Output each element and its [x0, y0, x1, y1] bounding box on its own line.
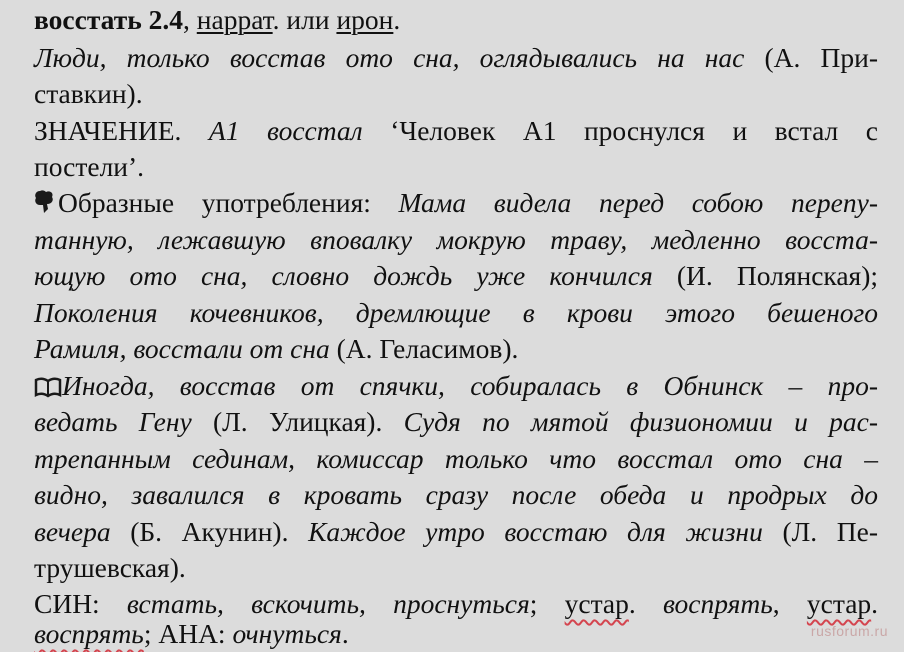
- separator: ,: [772, 588, 807, 619]
- example-line: [34, 76, 878, 112]
- synonym-word: воспрять: [662, 588, 773, 619]
- separator: .: [628, 588, 663, 619]
- example-text: ющую ото сна, словно дождь уже кончился: [34, 260, 653, 291]
- separator: ,: [183, 4, 197, 35]
- example-text: видно, завалился в кровать сразу после обеда и продрых до: [34, 479, 878, 510]
- open-book-icon: [34, 371, 62, 407]
- meaning-definition: постели’.: [34, 151, 145, 182]
- entry-headword: восстать 2.4: [34, 4, 184, 35]
- synonyms-line: [34, 616, 878, 652]
- example-text: Поколения кочевников, дремлющие в крови этого бешеного: [34, 297, 878, 328]
- example-text: трепанным сединам, комиссар только что восстал ото сна –: [34, 443, 878, 474]
- separator: ;: [529, 588, 565, 619]
- separator: .: [393, 4, 401, 35]
- register-label-ironic: ирон: [336, 4, 394, 35]
- example-line: [34, 441, 878, 477]
- figurative-label: Образные употребления:: [58, 187, 399, 218]
- example-author: (Л. Улицкая).: [191, 406, 404, 437]
- example-author: (А. При-: [744, 42, 878, 73]
- example-author: ставкин).: [34, 78, 143, 109]
- literature-line: [34, 368, 878, 407]
- brain-icon: [34, 188, 58, 224]
- example-line: [34, 404, 878, 440]
- example-author: (Б. Акунин).: [110, 516, 309, 547]
- example-text: вечера: [34, 516, 111, 547]
- example-text: Люди, только восстав ото сна, оглядывались на нас: [34, 42, 745, 73]
- example-author: (И. Полянская);: [652, 260, 878, 291]
- meaning-line: [34, 149, 878, 185]
- separator: .: [871, 588, 879, 619]
- register-label-narrative: наррат: [196, 4, 273, 35]
- example-line: [34, 550, 878, 586]
- example-line: [34, 40, 878, 76]
- example-line: [34, 331, 878, 367]
- example-text: Судя по мятой физиономии и рас-: [403, 406, 879, 437]
- example-text: Рамиля, восстали от сна: [34, 333, 330, 364]
- meaning-formula: А1 восстал: [208, 115, 363, 146]
- example-line: [34, 477, 878, 513]
- example-line: [34, 222, 878, 258]
- example-line: [34, 258, 878, 294]
- figurative-line: [34, 185, 878, 224]
- synonym-word: воспрять: [34, 618, 144, 649]
- meaning-label: ЗНАЧЕНИЕ.: [34, 115, 209, 146]
- analog-word: очнуться: [232, 618, 342, 649]
- example-text: Каждое утро восстаю для жизни: [308, 516, 763, 547]
- example-author: (Л. Пе-: [762, 516, 878, 547]
- watermark: rusforum.ru: [810, 623, 888, 639]
- entry-header-line: [34, 2, 878, 38]
- synonyms-label: СИН:: [34, 588, 127, 619]
- antonyms-label: ; АНА:: [143, 618, 233, 649]
- example-author: (А. Геласимов).: [329, 333, 519, 364]
- example-text: Иногда, восстав от спячки, собиралась в Обнинск – про-: [62, 370, 878, 401]
- example-text: танную, лежавшую вповалку мокрую траву, медленно восста-: [34, 224, 878, 255]
- synonyms-list: встать, вскочить, проснуться: [126, 588, 530, 619]
- register-label-obsolete: устар: [806, 588, 872, 619]
- register-label-obsolete: устар: [564, 588, 629, 619]
- example-text: ведать Гену: [34, 406, 192, 437]
- example-author: трушевская).: [34, 552, 186, 583]
- meaning-definition: ‘Человек А1 проснулся и встал с: [362, 115, 878, 146]
- example-line: [34, 514, 878, 550]
- example-line: [34, 295, 878, 331]
- separator: . или: [272, 4, 337, 35]
- example-text: Мама видела перед собою перепу-: [398, 187, 878, 218]
- meaning-line: [34, 113, 878, 149]
- separator: .: [341, 618, 349, 649]
